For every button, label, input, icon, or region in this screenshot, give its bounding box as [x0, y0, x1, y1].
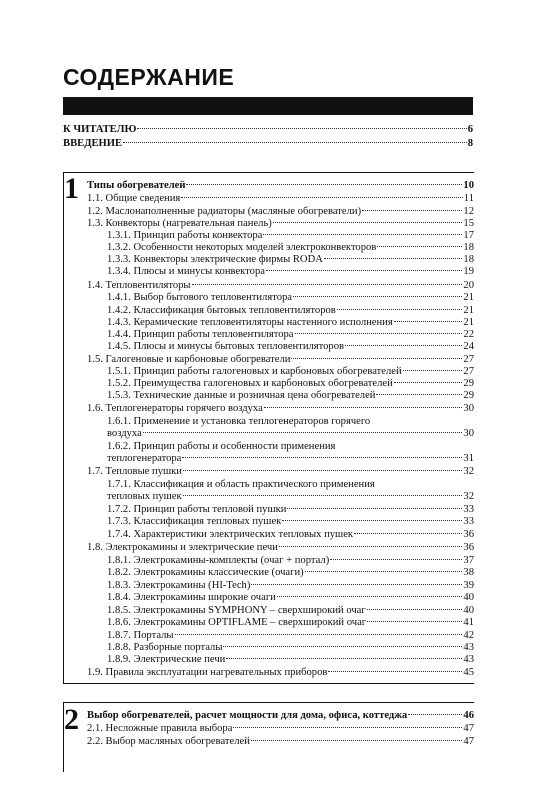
toc-subentry[interactable]: 1.3.2. Особенности некоторых моделей электроконвекторов 18	[107, 242, 474, 253]
toc-subentry[interactable]: 1.5.3. Технические данные и розничная цена обогревателей 29	[107, 390, 474, 401]
toc-entry[interactable]: 1.2. Маслонаполненные радиаторы (масляные обогреватели) 12	[87, 206, 474, 217]
toc-entry[interactable]: 1.1. Общие сведения 11	[87, 193, 474, 204]
toc-subentry[interactable]: 1.5.1. Принцип работы галогеновых и карбоновых обогревателей 27	[107, 366, 474, 377]
toc-page-number: 6	[467, 124, 473, 135]
toc-entry-text: К ЧИТАТЕЛЮ	[63, 124, 137, 135]
toc-entry[interactable]: 1.4. Тепловентиляторы 20	[87, 280, 474, 291]
toc-page-number: 8	[467, 138, 473, 149]
toc-entry[interactable]: 1.9. Правила эксплуатации нагревательных приборов 45	[87, 667, 474, 678]
toc-entry[interactable]: 1.6. Теплогенераторы горячего воздуха 30	[87, 403, 474, 414]
toc-entry-text: ВВЕДЕНИЕ	[63, 138, 123, 149]
toc-subentry-line2[interactable]: тепловых пушек 32	[107, 491, 474, 502]
toc-subentry[interactable]: 1.8.7. Порталы 42	[107, 630, 474, 641]
toc-entry-reader[interactable]	[63, 124, 473, 136]
toc-entry-intro[interactable]	[63, 138, 473, 150]
chapter-heading[interactable]: Типы обогревателей 10	[87, 180, 474, 191]
chapter-heading[interactable]: Выбор обогревателей, расчет мощности для дома, офиса, коттеджа 46	[87, 710, 474, 721]
toc-subentry[interactable]: 1.7.3. Классификация тепловых пушек 33	[107, 516, 474, 527]
chapter1-number: 1	[64, 172, 79, 205]
toc-title: СОДЕРЖАНИЕ	[63, 64, 235, 90]
leader-dots	[137, 128, 466, 129]
toc-subentry-line1[interactable]: 1.6.1. Применение и установка теплогенераторов горячего	[107, 416, 371, 427]
chapter1-left-rule	[63, 172, 64, 683]
toc-subentry[interactable]: 1.4.2. Классификация бытовых тепловентиляторов 21	[107, 305, 474, 316]
toc-entry[interactable]: 2.1. Несложные правила выбора 47	[87, 723, 474, 734]
toc-subentry[interactable]: 1.8.4. Электрокамины широкие очаги 40	[107, 592, 474, 603]
toc-subentry[interactable]: 1.8.8. Разборные порталы 43	[107, 642, 474, 653]
toc-subentry[interactable]: 1.8.1. Электрокамины-комплекты (очаг + портал) 37	[107, 555, 474, 566]
chapter1-top-rule	[63, 172, 474, 173]
toc-subentry[interactable]: 1.3.1. Принцип работы конвектора 17	[107, 230, 474, 241]
toc-subentry[interactable]: 1.4.4. Принцип работы тепловентилятора 22	[107, 329, 474, 340]
toc-subentry[interactable]: 1.8.5. Электрокамины SYMPHONY – сверхширокий очаг 40	[107, 605, 474, 616]
toc-subentry[interactable]: 1.4.1. Выбор бытового тепловентилятора 21	[107, 292, 474, 303]
toc-subentry-line2[interactable]: воздуха 30	[107, 428, 474, 439]
title-band	[63, 97, 473, 115]
toc-entry[interactable]: 1.7. Тепловые пушки 32	[87, 466, 474, 477]
toc-subentry-line2[interactable]: теплогенератора 31	[107, 453, 474, 464]
toc-entry[interactable]: 1.3. Конвекторы (нагревательная панель) 15	[87, 218, 474, 229]
chapter2-top-rule	[63, 702, 474, 703]
toc-subentry[interactable]: 1.4.5. Плюсы и минусы бытовых тепловентиляторов 24	[107, 341, 474, 352]
toc-subentry[interactable]: 1.7.4. Характеристики электрических тепловых пушек 36	[107, 529, 474, 540]
toc-entry[interactable]: 2.2. Выбор масляных обогревателей 47	[87, 736, 474, 747]
toc-subentry[interactable]: 1.7.2. Принцип работы тепловой пушки 33	[107, 504, 474, 515]
toc-entry[interactable]: 1.8. Электрокамины и электрические печи 36	[87, 542, 474, 553]
leader-dots	[123, 142, 467, 143]
chapter1-bottom-rule	[63, 683, 474, 684]
toc-subentry[interactable]: 1.8.9. Электрические печи 43	[107, 654, 474, 665]
toc-subentry-line1[interactable]: 1.6.2. Принцип работы и особенности применения	[107, 441, 336, 452]
chapter2-number: 2	[64, 703, 79, 736]
toc-subentry[interactable]: 1.3.4. Плюсы и минусы конвектора 19	[107, 266, 474, 277]
toc-subentry[interactable]: 1.3.3. Конвекторы электрические фирмы RODA 18	[107, 254, 474, 265]
toc-subentry[interactable]: 1.8.3. Электрокамины (HI-Tech) 39	[107, 580, 474, 591]
toc-subentry[interactable]: 1.8.6. Электрокамины OPTIFLAME – сверхширокий очаг 41	[107, 617, 474, 628]
toc-subentry[interactable]: 1.5.2. Преимущества галогеновых и карбоновых обогревателей 29	[107, 378, 474, 389]
toc-subentry[interactable]: 1.4.3. Керамические тепловентиляторы настенного исполнения 21	[107, 317, 474, 328]
toc-entry[interactable]: 1.5. Галогеновые и карбоновые обогреватели 27	[87, 354, 474, 365]
toc-subentry-line1[interactable]: 1.7.1. Классификация и область практического применения	[107, 479, 375, 490]
toc-subentry[interactable]: 1.8.2. Электрокамины классические (очаги) 38	[107, 567, 474, 578]
